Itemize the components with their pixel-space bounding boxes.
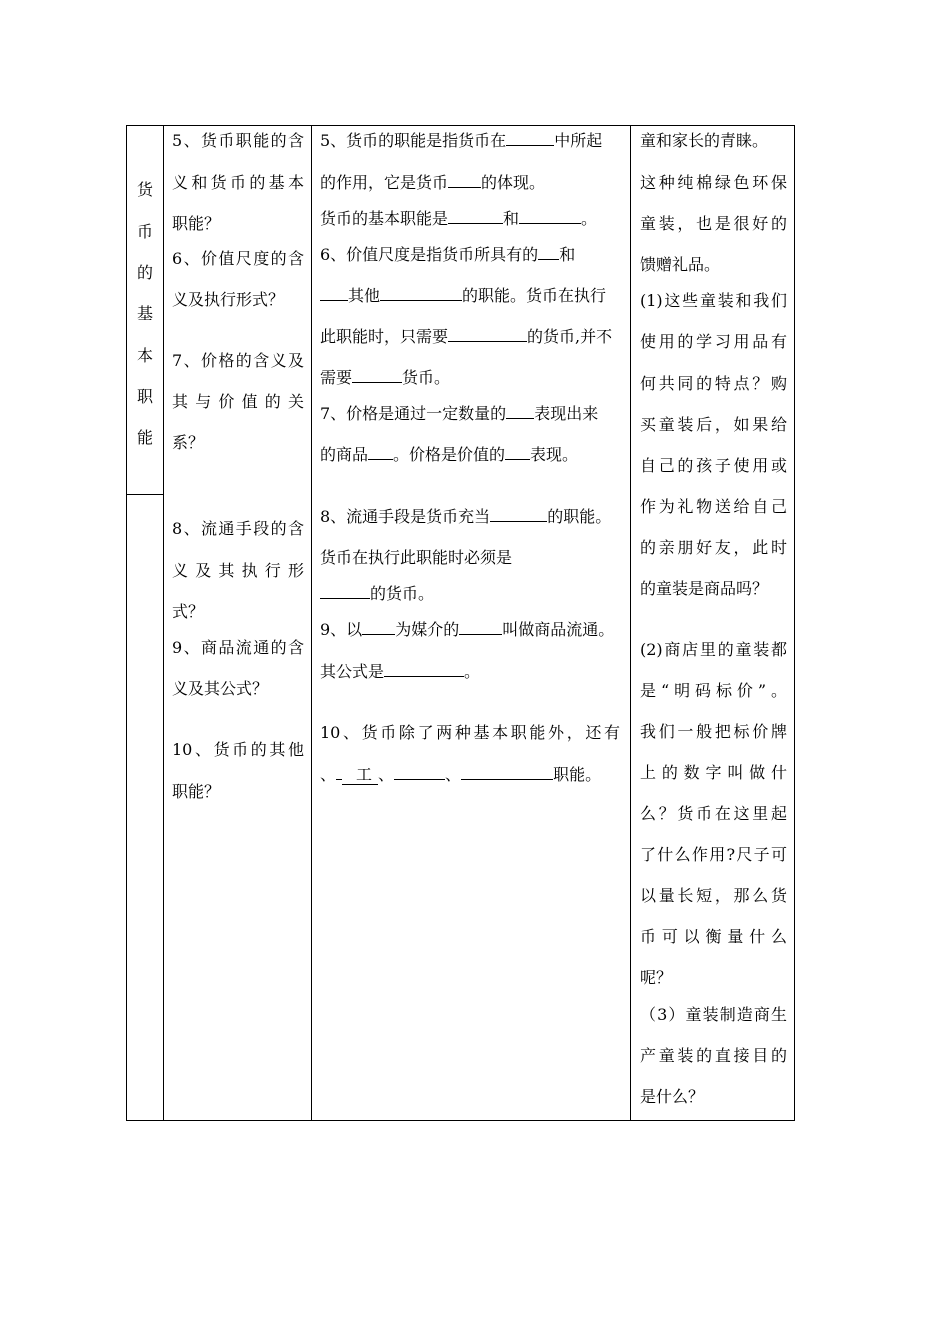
- scenario-line: (1)这些童装和我们: [640, 291, 787, 310]
- side-label-char: 基: [136, 304, 153, 323]
- scenario-line: 呢？: [640, 968, 673, 987]
- answer-6-line-2: 其他 的职能。货币在执行: [320, 283, 606, 306]
- scenario-line: 馈赠礼品。: [640, 255, 721, 274]
- side-label-char: 能: [136, 428, 153, 447]
- scenario-line: 产童装的直接目的: [640, 1046, 787, 1065]
- answer-8-line-1: 8、流通手段是货币充当 的职能。: [320, 507, 612, 526]
- answer-8-line-2: 货币在执行此职能时必须是: [320, 548, 513, 567]
- side-label-char: 币: [136, 222, 153, 241]
- scenario-line: 了什么作用?尺子可: [640, 845, 787, 864]
- scenario-line: 童和家长的青睐。: [640, 131, 769, 150]
- answer-7-line-1: 7、价格是通过一定数量的 表现出来: [320, 404, 599, 423]
- answer-10-line-1: 10、货币除了两种基本职能外，还有: [320, 723, 620, 742]
- answer-5-line-1: 5、货币的职能是指货币在 中所起: [320, 131, 603, 150]
- table-border-right: [794, 125, 795, 1120]
- scenario-line: (2)商店里的童装都: [640, 640, 787, 659]
- table-divider-2: [311, 125, 312, 1120]
- side-label-char: 本: [136, 346, 153, 365]
- scenario-line: 作为礼物送给自己: [640, 497, 787, 516]
- side-label: [128, 125, 162, 495]
- scenario-line: 是“明码标价”。: [640, 681, 787, 700]
- scenario-line: 自己的孩子使用或: [640, 456, 787, 475]
- scenario-line: 使用的学习用品有: [640, 332, 787, 351]
- side-label-char: 职: [136, 387, 153, 406]
- answer-6-line-3: 此职能时，只需要 的货币,并不: [320, 327, 613, 346]
- scenario-line: 币可以衡量什么: [640, 927, 787, 946]
- scenario-line: 童装，也是很好的: [640, 214, 787, 233]
- table-divider-1: [163, 125, 164, 1120]
- scenario-line: 的童装是商品吗？: [640, 579, 769, 598]
- scenario-line: （3）童装制造商生: [640, 1005, 787, 1024]
- scenario-line: 是什么？: [640, 1087, 705, 1106]
- answer-5-line-3: 货币的基本职能是 和 。: [320, 209, 598, 228]
- scenario-line: 这种纯棉绿色环保: [640, 173, 787, 192]
- side-label-char: 的: [136, 263, 153, 282]
- table-border-top: [126, 125, 795, 126]
- scenario-line: 以量长短，那么货: [640, 886, 787, 905]
- answer-10-line-2: 、 工 、 、 职能。: [320, 765, 602, 784]
- side-label-char: 货: [136, 180, 153, 199]
- answer-6-line-4: 需要 货币。: [320, 368, 451, 387]
- answer-9-line-1: 9、以 为媒介的 叫做商品流通。: [320, 620, 615, 639]
- answer-5-line-2: 的作用，它是货币 的体现。: [320, 173, 546, 192]
- table-divider-3: [630, 125, 631, 1120]
- answer-9-line-2: 其公式是 。: [320, 662, 481, 681]
- scenario-line: 的亲朋好友，此时: [640, 538, 787, 557]
- answer-6-line-1: 6、价值尺度是指货币所具有的 和: [320, 245, 576, 264]
- table-border-bottom: [126, 1120, 795, 1121]
- scenario-line: 上的数字叫做什: [640, 763, 787, 782]
- table-border-left: [126, 125, 127, 1120]
- scenario-line: 何共同的特点？购: [640, 374, 787, 393]
- scenario-line: 么？货币在这里起: [640, 804, 787, 823]
- answer-8-line-3: 的货币。: [320, 581, 434, 604]
- scenario-line: 买童装后，如果给: [640, 415, 787, 434]
- scenario-line: 我们一般把标价牌: [640, 722, 787, 741]
- answer-7-line-2: 的商品 。价格是价值的 表现。: [320, 445, 579, 464]
